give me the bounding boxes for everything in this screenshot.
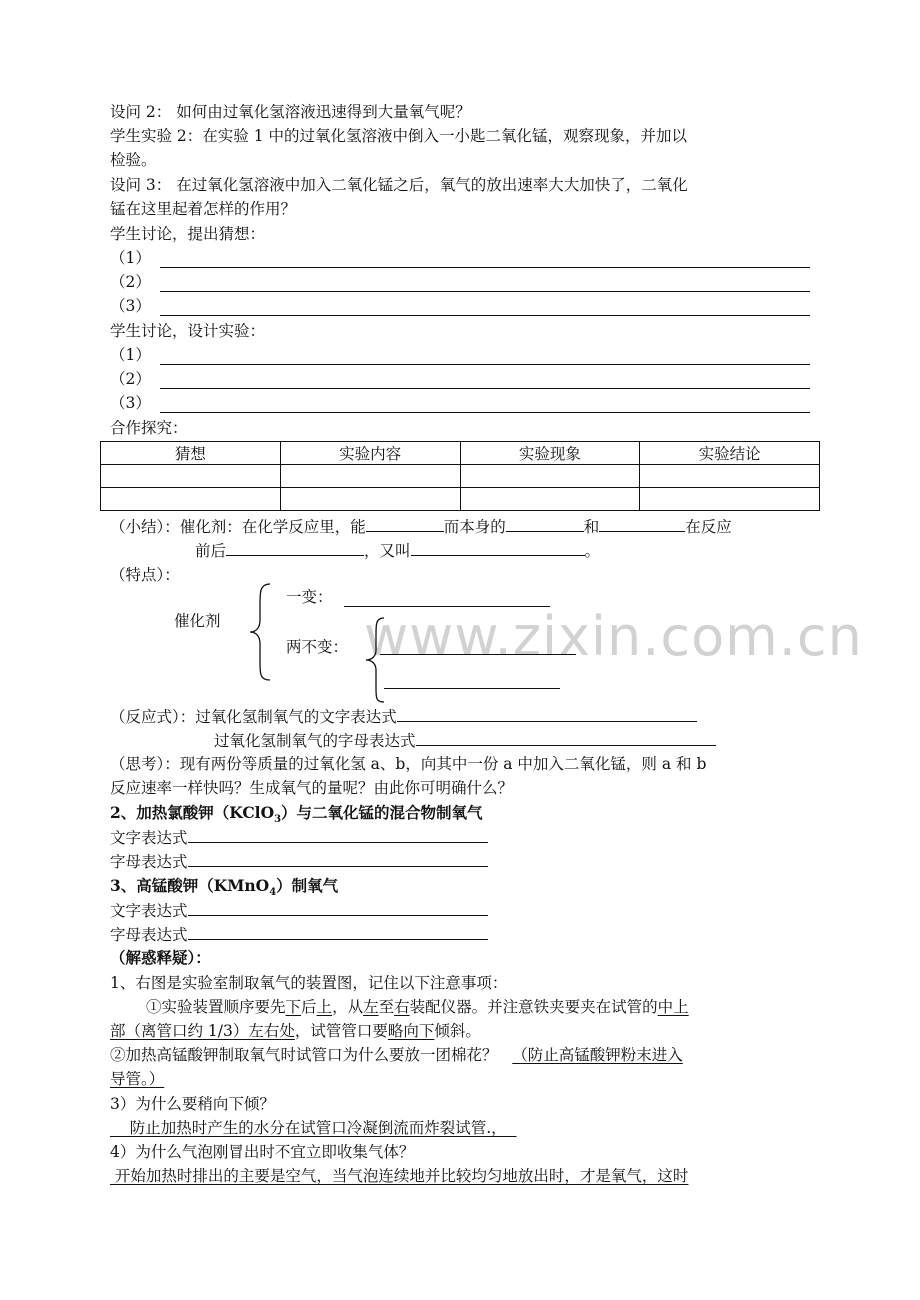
guess-heading: 学生讨论，提出猜想： — [110, 225, 266, 243]
summary-text-2: 而本身的 — [443, 518, 506, 536]
table-header-cell: 实验现象 — [460, 442, 640, 465]
table-header-row — [101, 442, 820, 465]
guess-blank-1[interactable] — [160, 267, 810, 268]
table-cell[interactable] — [280, 488, 460, 511]
note-d: 4）为什么气泡刚冒出时不宜立即收集气体？ — [110, 1143, 415, 1161]
table-header-cell: 实验结论 — [640, 442, 820, 465]
inner-brace-icon — [362, 616, 388, 704]
one-change-blank[interactable] — [344, 606, 550, 607]
letter-expr-label: 字母表达式 — [110, 926, 188, 944]
note-a-text: 后 — [301, 998, 317, 1016]
design-blank-3[interactable] — [160, 412, 810, 413]
design-item-1: （1） — [110, 346, 151, 364]
note-a-text: 装配仪器。并注意铁夹要夹在试管的 — [409, 998, 658, 1016]
guess-blank-3[interactable] — [160, 315, 810, 316]
section-2-word-expr — [110, 825, 488, 849]
summary-blank-1[interactable] — [366, 514, 444, 532]
design-heading: 学生讨论，设计实验： — [110, 322, 266, 340]
guess-item-1: （1） — [110, 249, 151, 267]
table-cell[interactable] — [640, 488, 820, 511]
table-cell[interactable] — [640, 465, 820, 488]
note-d-answer: 开始加热时排出的主要是空气，当气泡连续地并比较均匀地放出时，才是氧气，这时 — [110, 1167, 689, 1185]
letter-expr-label: 字母表达式 — [110, 853, 188, 871]
reaction-label: （反应式）：过氧化氢制氧气的文字表达式 — [110, 708, 397, 726]
experiment-2-line1: 学生实验 2：在实验 1 中的过氧化氢溶液中倒入一小匙二氧化锰，观察现象，并加以 — [110, 127, 688, 145]
reaction-blank-2[interactable] — [416, 728, 716, 746]
table-row — [101, 488, 820, 511]
features-label: （特点）： — [110, 566, 180, 584]
reaction-letter-label: 过氧化氢制氧气的字母表达式 — [214, 732, 416, 750]
coop-heading: 合作探究： — [110, 419, 188, 437]
guess-item-2: （2） — [110, 273, 151, 291]
summary-line1 — [110, 514, 732, 538]
table-header-cell: 猜想 — [101, 442, 281, 465]
table-cell[interactable] — [460, 465, 640, 488]
section-2-title-pre: 2、加热氯酸钾（KClO — [110, 803, 275, 822]
note-a2-underline: 略向下 — [387, 1022, 435, 1040]
summary-text-7: 。 — [584, 542, 601, 560]
note-a2-text: ，试管管口要 — [294, 1022, 388, 1040]
section-3-word-expr — [110, 898, 488, 922]
summary-blank-2[interactable] — [506, 514, 584, 532]
unchanged-blank-2[interactable] — [384, 688, 560, 689]
left-brace-icon — [248, 582, 278, 682]
guess-blank-2[interactable] — [160, 291, 810, 292]
table-cell[interactable] — [101, 465, 281, 488]
sec2-word-blank[interactable] — [188, 825, 488, 843]
design-blank-2[interactable] — [160, 388, 810, 389]
table-cell[interactable] — [280, 465, 460, 488]
watermark: www.zixin.com.cn — [364, 605, 863, 668]
summary-text-6: ，又叫 — [364, 542, 411, 560]
table-header-cell: 实验内容 — [280, 442, 460, 465]
design-item-2: （2） — [110, 370, 151, 388]
note-a-text: 至 — [378, 998, 395, 1016]
note-a-text: ①实验装置顺序要先 — [146, 998, 286, 1016]
reaction-blank-1[interactable] — [397, 704, 697, 722]
note-1: 1、右图是实验室制取氧气的装置图，记住以下注意事项： — [110, 974, 508, 992]
note-a-underline: 上 — [316, 998, 333, 1016]
note-b-underline: （防止高锰酸钾粉末进入 — [512, 1046, 683, 1064]
think-line1: （思考）：现有两份等质量的过氧化氢 a、b，向其中一份 a 中加入二氧化锰，则 a 和 b — [110, 755, 707, 773]
reaction-line2 — [214, 728, 716, 752]
design-item-3: （3） — [110, 394, 151, 412]
section-3-title-post: ）制氧气 — [276, 876, 339, 895]
note-a-underline: 右 — [394, 998, 410, 1016]
note-a-underline: 左 — [363, 998, 379, 1016]
sec3-letter-blank[interactable] — [188, 922, 488, 940]
word-expr-label: 文字表达式 — [110, 829, 188, 847]
one-change-label: 一变： — [286, 588, 333, 606]
note-a-line2 — [110, 1019, 481, 1043]
experiment-table — [100, 441, 820, 511]
summary-text-5: 前后 — [195, 542, 227, 560]
note-c-answer: 防止加热时产生的水分在试管口冷凝倒流而炸裂试管.， — [110, 1119, 517, 1137]
section-2-letter-expr — [110, 849, 488, 873]
word-expr-label: 文字表达式 — [110, 902, 188, 920]
clarify-heading: （解惑释疑）： — [110, 948, 211, 967]
guess-item-3: （3） — [110, 297, 151, 315]
sec2-letter-blank[interactable] — [188, 849, 488, 867]
note-b-line2: 导管。） — [110, 1070, 165, 1088]
unchanged-blank-1[interactable] — [380, 654, 576, 655]
section-2-title — [110, 801, 483, 825]
summary-blank-3[interactable] — [599, 514, 685, 532]
summary-line2 — [195, 538, 600, 562]
summary-label: （小结）：催化剂：在化学反应里，能 — [110, 518, 366, 536]
table-cell[interactable] — [101, 488, 281, 511]
section-3-title-pre: 3、高锰酸钾（KMnO — [110, 876, 270, 895]
summary-text-3: 和 — [583, 518, 600, 536]
note-a-line1 — [146, 995, 689, 1019]
note-c: 3）为什么要稍向下倾？ — [110, 1095, 275, 1113]
summary-blank-5[interactable] — [411, 538, 585, 556]
note-b-text: ②加热高锰酸钾制取氧气时试管口为什么要放一团棉花？ — [110, 1046, 513, 1064]
section-3-letter-expr — [110, 922, 488, 946]
sec3-word-blank[interactable] — [188, 898, 488, 916]
note-a-underline: 中上 — [657, 998, 689, 1016]
design-blank-1[interactable] — [160, 364, 810, 365]
experiment-2-line2: 检验。 — [110, 151, 157, 169]
section-2-title-post: ）与二氧化锰的混合物制氧气 — [281, 803, 483, 822]
section-3-subscript: 4 — [269, 887, 277, 899]
section-3-title — [110, 874, 338, 898]
table-cell[interactable] — [460, 488, 640, 511]
two-unchanged-label: 两不变： — [286, 638, 349, 656]
note-a2-text: 倾斜。 — [434, 1022, 481, 1040]
question-3-line1: 设问 3： 在过氧化氢溶液中加入二氧化锰之后，氧气的放出速率大大加快了，二氧化 — [110, 176, 688, 194]
section-2-subscript: 3 — [274, 814, 282, 826]
summary-text-4: 在反应 — [685, 518, 732, 536]
summary-blank-4[interactable] — [226, 538, 364, 556]
question-2: 设问 2： 如何由过氧化氢溶液迅速得到大量氧气呢？ — [110, 103, 471, 121]
note-a2-underline: 部（离管口约 1/3）左右处 — [110, 1022, 295, 1040]
think-line2: 反应速率一样快吗？生成氧气的量呢？由此你可明确什么？ — [110, 779, 514, 797]
note-a-text: ，从 — [332, 998, 364, 1016]
table-row — [101, 465, 820, 488]
catalyst-label: 催化剂 — [174, 612, 221, 630]
note-a-underline: 下 — [285, 998, 302, 1016]
question-3-line2: 锰在这里起着怎样的作用？ — [110, 200, 297, 218]
note-b-line1 — [110, 1043, 683, 1067]
reaction-line1 — [110, 704, 697, 728]
